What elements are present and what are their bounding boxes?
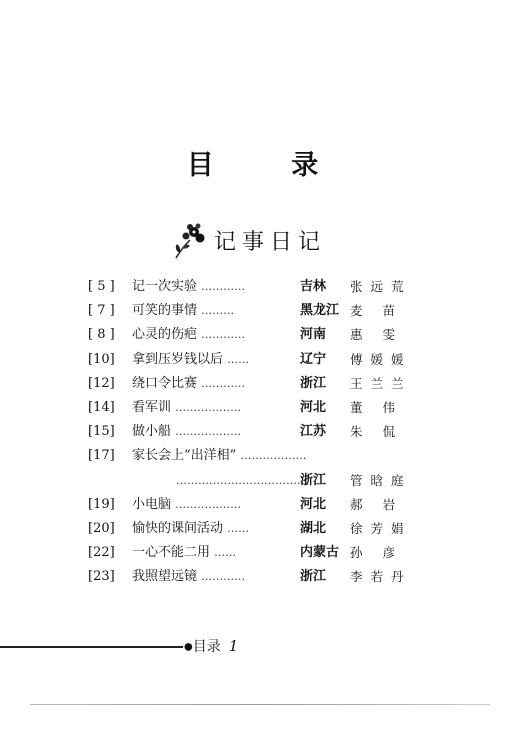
toc-entry — [88, 541, 418, 565]
entry-title-text: 看军训 — [132, 399, 172, 415]
entry-author: 王兰兰 — [350, 375, 412, 391]
dot-leader: ……………………………… — [176, 473, 308, 487]
entry-title — [132, 565, 245, 589]
dot-leader: ………… — [201, 570, 246, 584]
entry-province: 浙江 — [300, 375, 327, 391]
entry-title-text: 拿到压岁钱以后 — [132, 351, 224, 367]
footer-bullet: ● — [184, 641, 193, 653]
entry-title-text: 绕口令比赛 — [132, 375, 198, 391]
entry-title — [132, 444, 306, 468]
dot-leader: …… — [227, 352, 250, 366]
dot-leader: …… — [227, 521, 250, 535]
entry-title-text: 做小船 — [132, 424, 172, 440]
toc-entry — [88, 348, 418, 372]
entry-province: 吉林 — [300, 279, 327, 294]
footer — [184, 636, 238, 656]
toc-entry — [88, 275, 418, 299]
entry-title — [132, 396, 241, 420]
toc-list — [88, 275, 418, 589]
entry-province: 河北 — [300, 399, 327, 415]
entry-number: [17] — [88, 448, 115, 464]
entry-author: 朱 侃 — [350, 424, 403, 440]
entry-title — [132, 348, 249, 372]
entry-title-text: 愉快的课间活动 — [132, 520, 224, 536]
bottom-rule — [30, 704, 490, 705]
entry-province: 内蒙古 — [300, 545, 340, 561]
toc-entry — [88, 420, 418, 444]
dot-leader: …… — [214, 546, 237, 560]
toc-entry — [88, 444, 418, 468]
toc-entry — [88, 565, 418, 589]
entry-author: 郝 岩 — [350, 496, 403, 512]
entry-title-text: 家长会上“出洋相” — [132, 448, 237, 464]
entry-title-text: 我照望远镜 — [132, 569, 198, 585]
toc-entry — [88, 396, 418, 420]
entry-province: 浙江 — [300, 569, 327, 585]
entry-title-text: 一心不能二用 — [132, 545, 211, 561]
entry-author: 张远荒 — [350, 279, 412, 294]
entry-title-text: 记一次实验 — [132, 279, 198, 294]
footer-label: 目录 — [192, 639, 221, 655]
entry-title — [132, 323, 245, 347]
entry-number: [23] — [88, 569, 115, 585]
entry-title — [132, 517, 249, 541]
entry-author: 管晗庭 — [350, 472, 412, 488]
entry-number: [ 8 ] — [88, 327, 115, 343]
entry-author: 傅媛媛 — [350, 351, 412, 367]
entry-author: 惠 雯 — [350, 327, 403, 343]
entry-province: 湖北 — [300, 520, 327, 536]
dot-leader: ………… — [201, 328, 246, 342]
entry-author: 李若丹 — [350, 569, 412, 585]
entry-title — [132, 372, 245, 396]
entry-number: [15] — [88, 424, 115, 440]
dot-leader: ………… — [201, 376, 246, 390]
entry-number: [10] — [88, 351, 115, 367]
dot-leader: ……………… — [175, 497, 242, 511]
entry-title — [132, 299, 234, 323]
entry-number: [ 5 ] — [88, 279, 115, 294]
entry-author: 董 伟 — [350, 399, 403, 415]
entry-number: [19] — [88, 496, 115, 512]
dot-leader: ……… — [201, 304, 235, 318]
entry-number: [12] — [88, 375, 115, 391]
section-header — [172, 218, 326, 262]
entry-number: [20] — [88, 520, 115, 536]
entry-title — [132, 541, 236, 565]
flower-icon — [172, 218, 208, 262]
entry-title-text: 心灵的伤疤 — [132, 327, 198, 343]
toc-entry — [88, 323, 418, 347]
entry-title-text: 小电脑 — [132, 496, 172, 512]
entry-number: [14] — [88, 399, 115, 415]
entry-province: 黑龙江 — [300, 303, 340, 319]
entry-province: 浙江 — [300, 472, 327, 488]
entry-title — [132, 420, 241, 444]
dot-leader: ……………… — [175, 400, 242, 414]
footer-rule — [0, 646, 183, 648]
toc-entry — [88, 372, 418, 396]
section-title: 记事日记 — [214, 229, 327, 255]
entry-province: 江苏 — [300, 424, 327, 440]
entry-author: 麦 苗 — [350, 303, 403, 319]
entry-author: 徐芳娟 — [350, 520, 412, 536]
entry-title — [132, 493, 241, 517]
entry-title — [132, 275, 245, 299]
entry-province: 河南 — [300, 327, 327, 343]
dot-leader: ……………… — [240, 449, 307, 463]
entry-number: [22] — [88, 545, 115, 561]
page-number: 1 — [228, 637, 239, 655]
entry-province: 河北 — [300, 496, 327, 512]
entry-title-text: 可笑的事情 — [132, 303, 198, 319]
entry-province: 辽宁 — [300, 351, 327, 367]
toc-entry — [88, 299, 418, 323]
page-title: 目 录 — [186, 150, 353, 181]
toc-entry — [88, 493, 418, 517]
toc-entry — [88, 517, 418, 541]
dot-leader: ………… — [201, 280, 246, 293]
entry-author: 孙 彦 — [350, 545, 403, 561]
dot-leader: ……………… — [175, 425, 242, 439]
toc-entry — [88, 469, 418, 493]
entry-number: [ 7 ] — [88, 303, 115, 319]
